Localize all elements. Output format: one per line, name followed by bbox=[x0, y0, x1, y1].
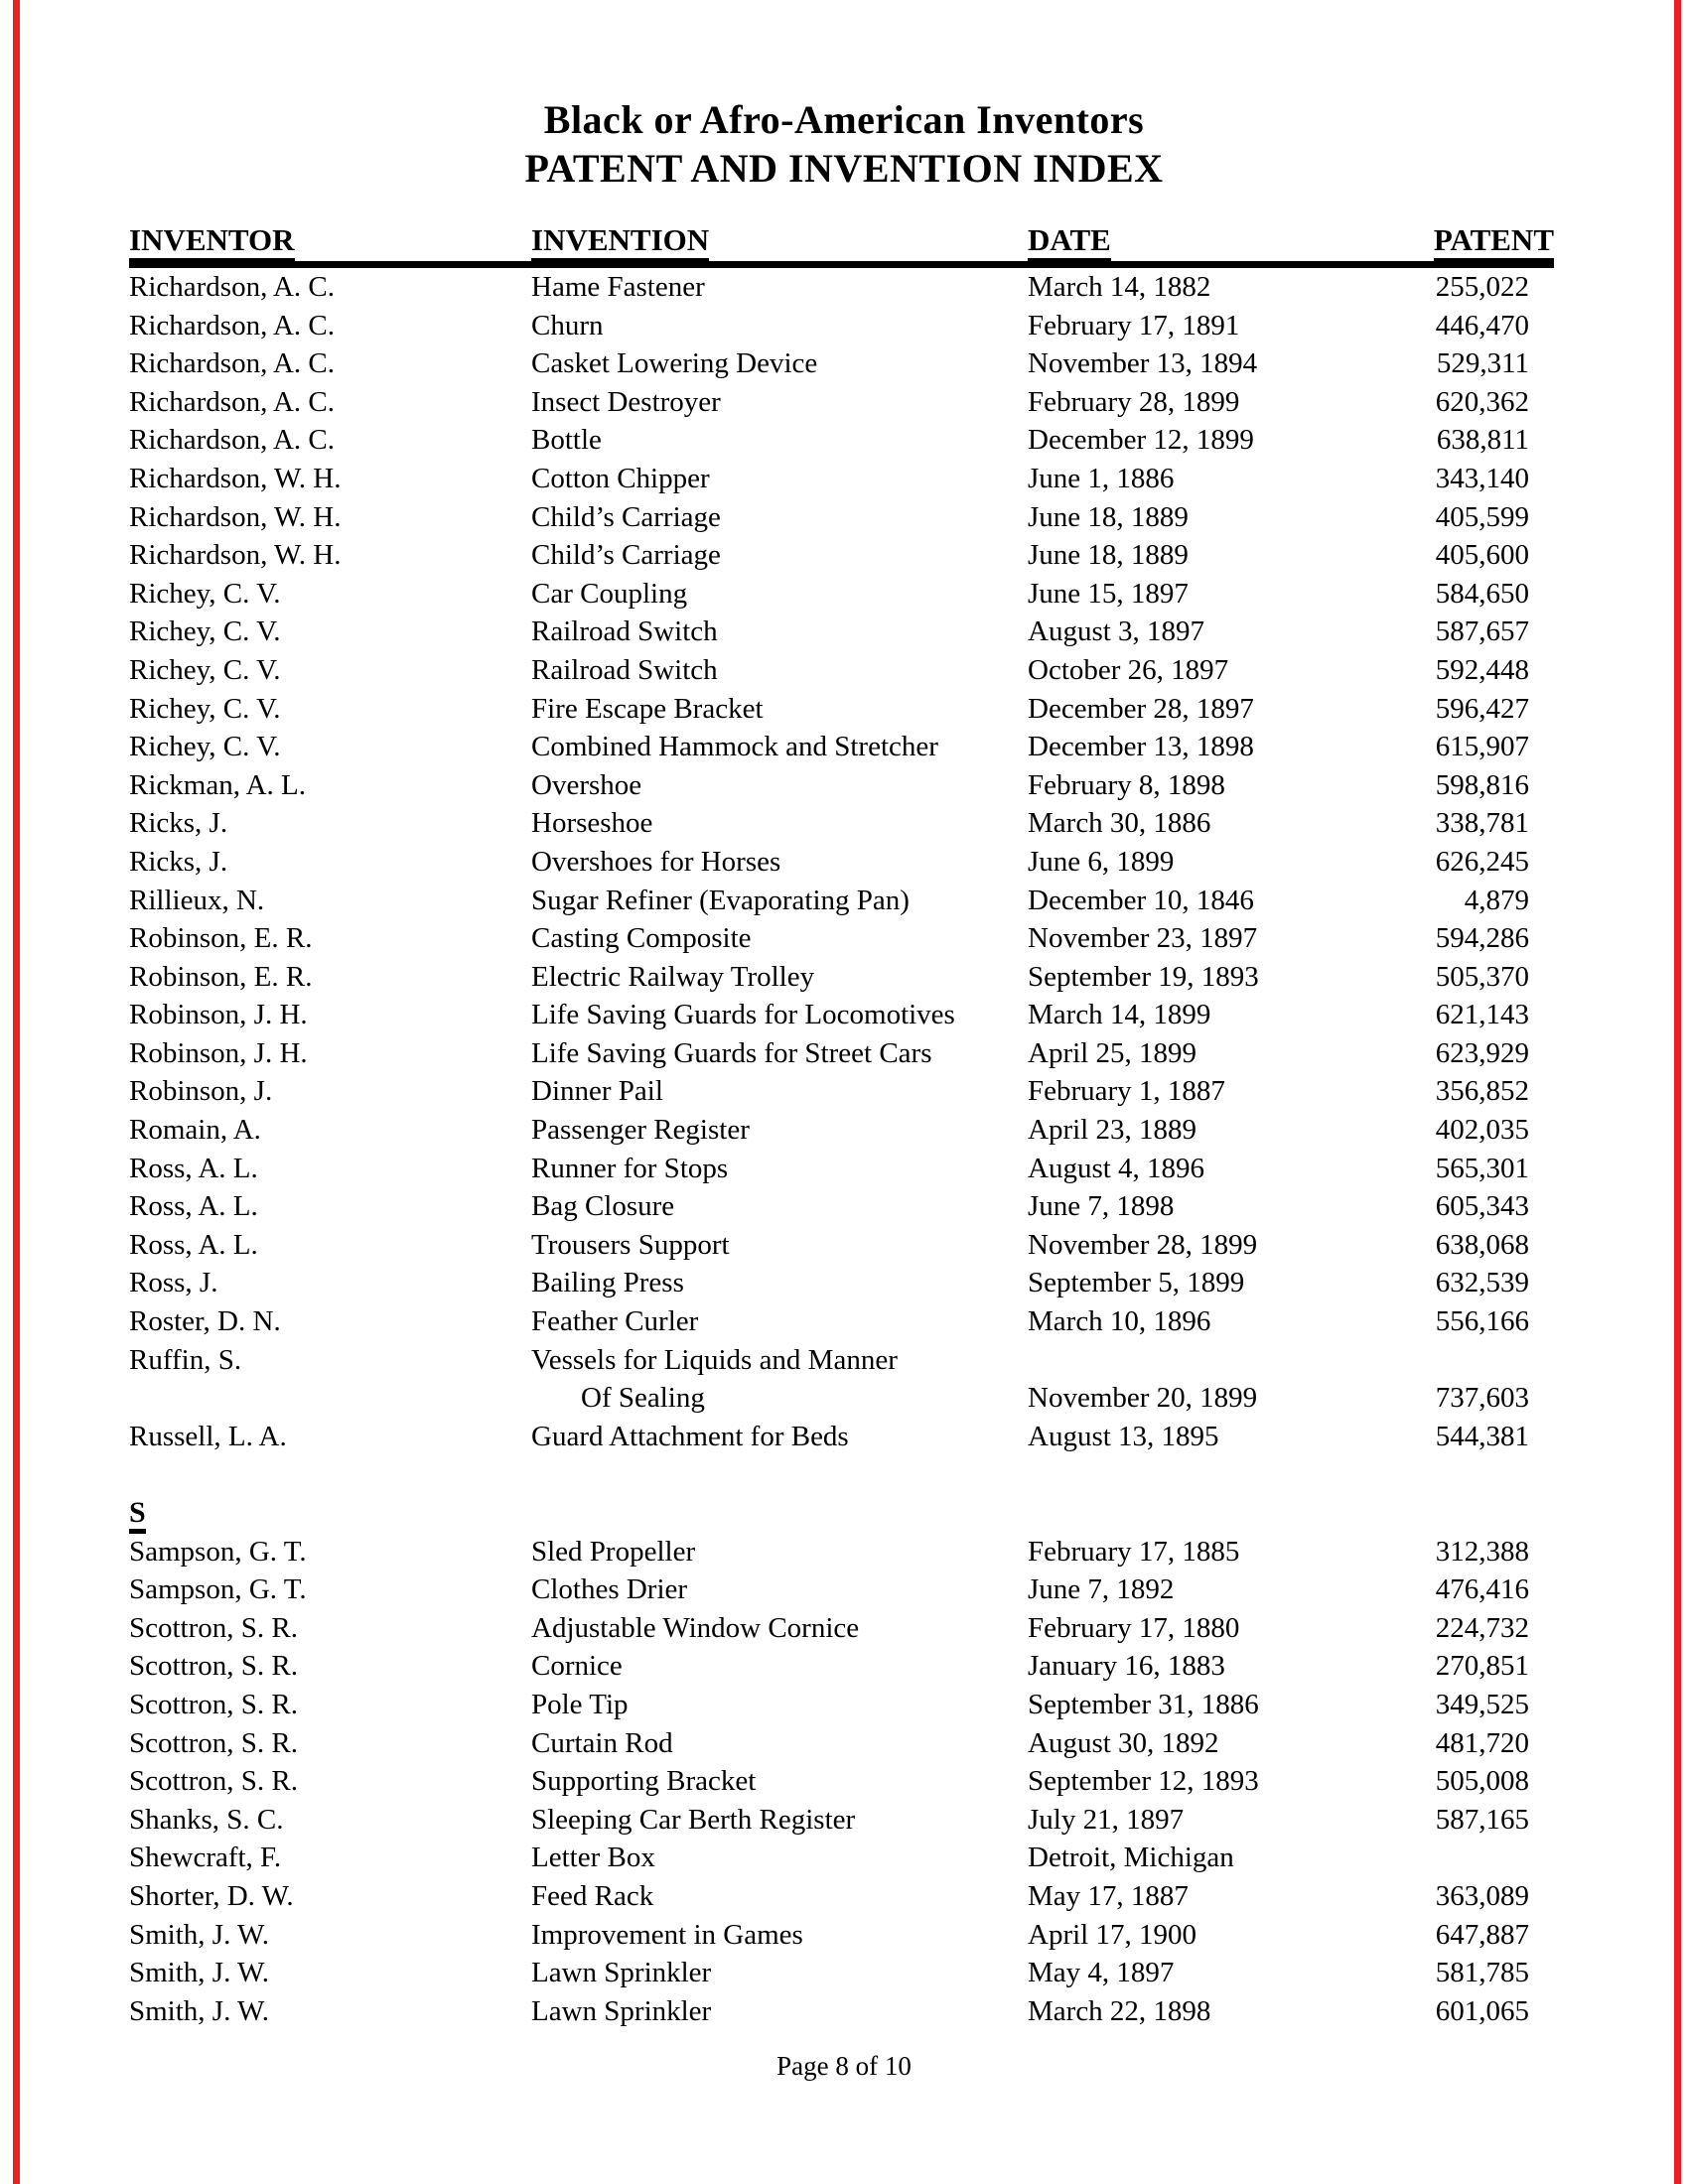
cell-invention: Improvement in Games bbox=[531, 1918, 803, 1951]
table-row bbox=[129, 1111, 1554, 1150]
cell-patent: 581,785 bbox=[1435, 1957, 1529, 1989]
cell-invention: Bag Closure bbox=[531, 1190, 675, 1223]
cell-date: April 23, 1889 bbox=[1028, 1114, 1196, 1147]
cell-date: November 28, 1899 bbox=[1028, 1228, 1258, 1261]
cell-invention: Clothes Drier bbox=[531, 1573, 688, 1606]
table-row bbox=[129, 383, 1554, 422]
cell-inventor: Richardson, A. C. bbox=[129, 424, 336, 457]
cell-invention: Insect Destroyer bbox=[531, 385, 721, 418]
table-row bbox=[129, 1992, 1554, 2031]
cell-inventor: Scottron, S. R. bbox=[129, 1765, 298, 1798]
cell-inventor: Ruffin, S. bbox=[129, 1343, 242, 1376]
page-title bbox=[0, 0, 1688, 193]
cell-invention: Horseshoe bbox=[531, 807, 653, 840]
cell-inventor: Shanks, S. C. bbox=[129, 1803, 284, 1836]
cell-invention: Life Saving Guards for Street Cars bbox=[531, 1036, 932, 1069]
cell-patent: 505,370 bbox=[1435, 960, 1529, 993]
title-line-1: Black or Afro-American Inventors bbox=[543, 97, 1145, 142]
cell-inventor: Roster, D. N. bbox=[129, 1305, 281, 1338]
cell-date: June 7, 1898 bbox=[1028, 1190, 1175, 1223]
right-red-margin-line bbox=[1674, 0, 1681, 2184]
cell-inventor: Richardson, W. H. bbox=[129, 462, 342, 494]
cell-patent: 349,525 bbox=[1435, 1688, 1529, 1720]
cell-date: June 1, 1886 bbox=[1028, 462, 1175, 494]
cell-invention: Feather Curler bbox=[531, 1305, 699, 1338]
cell-date: February 1, 1887 bbox=[1028, 1075, 1225, 1108]
table-row bbox=[129, 498, 1554, 537]
cell-invention: Life Saving Guards for Locomotives bbox=[531, 999, 955, 1031]
cell-inventor: Shewcraft, F. bbox=[129, 1842, 282, 1874]
cell-patent: 632,539 bbox=[1435, 1267, 1529, 1299]
cell-date: February 28, 1899 bbox=[1028, 385, 1240, 418]
table-row bbox=[129, 344, 1554, 383]
table-row bbox=[129, 1839, 1554, 1877]
cell-date: March 22, 1898 bbox=[1028, 1994, 1211, 2027]
cell-patent: 405,600 bbox=[1435, 539, 1529, 572]
cell-patent: 626,245 bbox=[1435, 845, 1529, 878]
cell-invention: Vessels for Liquids and Manner bbox=[531, 1343, 898, 1376]
left-red-margin-line bbox=[13, 0, 20, 2184]
cell-invention: Overshoes for Horses bbox=[531, 845, 781, 878]
cell-patent: 363,089 bbox=[1435, 1879, 1529, 1912]
cell-patent: 620,362 bbox=[1435, 385, 1529, 418]
cell-patent: 565,301 bbox=[1435, 1152, 1529, 1184]
cell-inventor: Sampson, G. T. bbox=[129, 1535, 307, 1568]
cell-patent: 605,343 bbox=[1435, 1190, 1529, 1223]
cell-inventor: Richey, C. V. bbox=[129, 577, 281, 610]
cell-inventor: Richardson, W. H. bbox=[129, 500, 342, 533]
cell-inventor: Richardson, A. C. bbox=[129, 347, 336, 380]
table-row bbox=[129, 1954, 1554, 1992]
cell-date: June 15, 1897 bbox=[1028, 577, 1189, 610]
cell-inventor: Robinson, J. H. bbox=[129, 1036, 308, 1069]
cell-inventor: Richey, C. V. bbox=[129, 653, 281, 686]
cell-patent bbox=[1415, 1341, 1554, 1380]
cell-date: August 30, 1892 bbox=[1028, 1726, 1219, 1759]
cell-inventor: Robinson, E. R. bbox=[129, 960, 313, 993]
cell-invention: Casting Composite bbox=[531, 922, 752, 955]
cell-inventor: Richey, C. V. bbox=[129, 692, 281, 725]
cell-inventor: Scottron, S. R. bbox=[129, 1688, 298, 1720]
cell-inventor: Scottron, S. R. bbox=[129, 1650, 298, 1683]
table-row bbox=[129, 1264, 1554, 1302]
cell-patent: 481,720 bbox=[1435, 1726, 1529, 1759]
cell-date: August 4, 1896 bbox=[1028, 1152, 1205, 1184]
cell-inventor: Smith, J. W. bbox=[129, 1994, 270, 2027]
cell-inventor: Sampson, G. T. bbox=[129, 1573, 307, 1606]
cell-patent: 4,879 bbox=[1464, 884, 1529, 916]
cell-invention: Lawn Sprinkler bbox=[531, 1957, 712, 1989]
cell-inventor: Ricks, J. bbox=[129, 845, 228, 878]
table-row bbox=[129, 575, 1554, 614]
table-row bbox=[129, 268, 1554, 307]
table-row bbox=[129, 804, 1554, 843]
table-row bbox=[129, 536, 1554, 575]
cell-invention: Railroad Switch bbox=[531, 653, 718, 686]
cell-invention: Sugar Refiner (Evaporating Pan) bbox=[531, 884, 910, 916]
cell-inventor bbox=[129, 1379, 531, 1418]
table-row bbox=[129, 766, 1554, 805]
cell-inventor: Smith, J. W. bbox=[129, 1918, 270, 1951]
cell-date: June 18, 1889 bbox=[1028, 500, 1189, 533]
table-row bbox=[129, 421, 1554, 460]
cell-invention: Letter Box bbox=[531, 1842, 655, 1874]
cell-patent: 638,811 bbox=[1436, 424, 1529, 457]
table-row bbox=[129, 690, 1554, 729]
table-row bbox=[129, 1226, 1554, 1265]
cell-date: May 17, 1887 bbox=[1028, 1879, 1189, 1912]
cell-patent: 402,035 bbox=[1435, 1114, 1529, 1147]
cell-inventor: Shorter, D. W. bbox=[129, 1879, 294, 1912]
cell-inventor: Richey, C. V. bbox=[129, 615, 281, 648]
cell-date: February 17, 1880 bbox=[1028, 1611, 1240, 1644]
cell-inventor: Russell, L. A. bbox=[129, 1420, 287, 1452]
cell-patent: 598,816 bbox=[1435, 768, 1529, 801]
table-row bbox=[129, 1302, 1554, 1341]
cell-date: March 14, 1899 bbox=[1028, 999, 1211, 1031]
cell-inventor: Smith, J. W. bbox=[129, 1957, 270, 1989]
cell-invention: Combined Hammock and Stretcher bbox=[531, 731, 938, 763]
cell-invention: Trousers Support bbox=[531, 1228, 730, 1261]
cell-date: September 5, 1899 bbox=[1028, 1267, 1245, 1299]
cell-date: June 7, 1892 bbox=[1028, 1573, 1175, 1606]
cell-patent: 343,140 bbox=[1435, 462, 1529, 494]
table-row bbox=[129, 996, 1554, 1034]
table-row bbox=[129, 1187, 1554, 1226]
table-row bbox=[129, 1570, 1554, 1609]
cell-date: February 17, 1885 bbox=[1028, 1535, 1240, 1568]
cell-patent: 592,448 bbox=[1435, 653, 1529, 686]
cell-patent: 615,907 bbox=[1435, 731, 1529, 763]
table-row bbox=[129, 1916, 1554, 1955]
cell-invention: Curtain Rod bbox=[531, 1726, 673, 1759]
cell-patent: 446,470 bbox=[1435, 309, 1529, 341]
table-row bbox=[129, 1801, 1554, 1840]
header-patent: PATENT bbox=[1415, 222, 1554, 258]
table-row bbox=[129, 843, 1554, 882]
cell-patent: 621,143 bbox=[1435, 999, 1529, 1031]
cell-date: Detroit, Michigan bbox=[1028, 1842, 1234, 1874]
cell-invention: Sled Propeller bbox=[531, 1535, 696, 1568]
table-row bbox=[129, 1877, 1554, 1916]
section-gap bbox=[129, 1455, 1554, 1494]
cell-inventor: Ricks, J. bbox=[129, 807, 228, 840]
cell-invention: Car Coupling bbox=[531, 577, 688, 610]
cell-patent: 544,381 bbox=[1435, 1420, 1529, 1452]
header-inventor: INVENTOR bbox=[129, 222, 531, 258]
cell-date: November 13, 1894 bbox=[1028, 347, 1258, 380]
table-row bbox=[129, 1686, 1554, 1724]
table-row bbox=[129, 460, 1554, 498]
table-row bbox=[129, 1533, 1554, 1571]
cell-patent: 587,657 bbox=[1435, 615, 1529, 648]
cell-date: December 12, 1899 bbox=[1028, 424, 1254, 457]
cell-date: August 3, 1897 bbox=[1028, 615, 1205, 648]
cell-date: April 25, 1899 bbox=[1028, 1036, 1196, 1069]
cell-invention: Feed Rack bbox=[531, 1879, 654, 1912]
cell-date: July 21, 1897 bbox=[1028, 1803, 1185, 1836]
cell-patent: 405,599 bbox=[1435, 500, 1529, 533]
cell-date bbox=[1028, 1341, 1415, 1380]
table-row bbox=[129, 1034, 1554, 1073]
cell-patent: 505,008 bbox=[1435, 1765, 1529, 1798]
cell-date: December 13, 1898 bbox=[1028, 731, 1254, 763]
cell-date: September 19, 1893 bbox=[1028, 960, 1259, 993]
cell-patent: 255,022 bbox=[1435, 271, 1529, 303]
cell-patent: 647,887 bbox=[1435, 1918, 1529, 1951]
table-row bbox=[129, 307, 1554, 345]
cell-date: June 18, 1889 bbox=[1028, 539, 1189, 572]
cell-patent: 587,165 bbox=[1435, 1803, 1529, 1836]
cell-date: December 10, 1846 bbox=[1028, 884, 1254, 916]
cell-inventor: Rillieux, N. bbox=[129, 884, 265, 916]
cell-invention: Passenger Register bbox=[531, 1114, 750, 1147]
table-row bbox=[129, 613, 1554, 651]
section-header-s: S bbox=[129, 1494, 1554, 1533]
cell-date: January 16, 1883 bbox=[1028, 1650, 1225, 1683]
cell-invention: Fire Escape Bracket bbox=[531, 692, 764, 725]
cell-date: November 20, 1899 bbox=[1028, 1382, 1258, 1415]
cell-patent: 476,416 bbox=[1435, 1573, 1529, 1606]
table-row bbox=[129, 1341, 1554, 1380]
cell-patent: 584,650 bbox=[1435, 577, 1529, 610]
cell-inventor: Ross, A. L. bbox=[129, 1152, 258, 1184]
table-row bbox=[129, 1647, 1554, 1686]
table-row bbox=[129, 651, 1554, 690]
cell-inventor: Rickman, A. L. bbox=[129, 768, 307, 801]
cell-invention: Overshoe bbox=[531, 768, 642, 801]
table-row bbox=[129, 728, 1554, 766]
cell-patent: 601,065 bbox=[1435, 1994, 1529, 2027]
cell-invention: Electric Railway Trolley bbox=[531, 960, 815, 993]
cell-inventor: Ross, A. L. bbox=[129, 1228, 258, 1261]
cell-inventor: Robinson, E. R. bbox=[129, 922, 313, 955]
title-line-2: PATENT AND INVENTION INDEX bbox=[524, 146, 1164, 191]
cell-date: February 17, 1891 bbox=[1028, 309, 1240, 341]
table-row bbox=[129, 1150, 1554, 1188]
patent-index-table bbox=[129, 222, 1554, 2030]
cell-date: September 31, 1886 bbox=[1028, 1688, 1259, 1720]
cell-date: December 28, 1897 bbox=[1028, 692, 1254, 725]
cell-invention: Sleeping Car Berth Register bbox=[531, 1803, 856, 1836]
table-row bbox=[129, 919, 1554, 958]
cell-patent: 623,929 bbox=[1435, 1036, 1529, 1069]
cell-date: August 13, 1895 bbox=[1028, 1420, 1219, 1452]
cell-invention: Pole Tip bbox=[531, 1688, 629, 1720]
cell-date: March 14, 1882 bbox=[1028, 271, 1211, 303]
cell-patent: 638,068 bbox=[1435, 1228, 1529, 1261]
cell-patent: 270,851 bbox=[1435, 1650, 1529, 1683]
table-body bbox=[129, 268, 1554, 2030]
cell-inventor: Scottron, S. R. bbox=[129, 1726, 298, 1759]
cell-invention: Churn bbox=[531, 309, 604, 341]
cell-date: April 17, 1900 bbox=[1028, 1918, 1196, 1951]
cell-date: June 6, 1899 bbox=[1028, 845, 1175, 878]
cell-patent: 594,286 bbox=[1435, 922, 1529, 955]
cell-date: October 26, 1897 bbox=[1028, 653, 1229, 686]
table-row bbox=[129, 882, 1554, 920]
cell-invention: Supporting Bracket bbox=[531, 1765, 757, 1798]
table-row bbox=[129, 958, 1554, 997]
cell-patent: 737,603 bbox=[1435, 1382, 1529, 1415]
cell-invention: Of Sealing bbox=[581, 1382, 705, 1415]
cell-date: March 30, 1886 bbox=[1028, 807, 1211, 840]
cell-invention: Bottle bbox=[531, 424, 602, 457]
table-header-row bbox=[129, 222, 1554, 268]
cell-invention: Hame Fastener bbox=[531, 271, 705, 303]
cell-invention: Child’s Carriage bbox=[531, 539, 721, 572]
cell-invention: Casket Lowering Device bbox=[531, 347, 818, 380]
cell-inventor: Romain, A. bbox=[129, 1114, 261, 1147]
cell-inventor: Robinson, J. bbox=[129, 1075, 273, 1108]
cell-date: March 10, 1896 bbox=[1028, 1305, 1211, 1338]
cell-inventor: Richardson, W. H. bbox=[129, 539, 342, 572]
cell-date: May 4, 1897 bbox=[1028, 1957, 1175, 1989]
cell-invention: Railroad Switch bbox=[531, 615, 718, 648]
cell-patent: 224,732 bbox=[1435, 1611, 1529, 1644]
cell-invention: Adjustable Window Cornice bbox=[531, 1611, 860, 1644]
cell-inventor: Richardson, A. C. bbox=[129, 271, 336, 303]
cell-date: September 12, 1893 bbox=[1028, 1765, 1259, 1798]
header-date: DATE bbox=[1028, 222, 1415, 258]
cell-invention: Bailing Press bbox=[531, 1267, 684, 1299]
cell-date: February 8, 1898 bbox=[1028, 768, 1225, 801]
cell-patent: 556,166 bbox=[1435, 1305, 1529, 1338]
cell-invention: Dinner Pail bbox=[531, 1075, 663, 1108]
cell-invention: Cotton Chipper bbox=[531, 462, 710, 494]
cell-date: November 23, 1897 bbox=[1028, 922, 1258, 955]
page-number-footer: Page 8 of 10 bbox=[776, 2051, 912, 2081]
table-row bbox=[129, 1379, 1554, 1418]
cell-inventor: Richey, C. V. bbox=[129, 731, 281, 763]
cell-patent: 529,311 bbox=[1436, 347, 1529, 380]
cell-inventor: Ross, J. bbox=[129, 1267, 218, 1299]
header-invention: INVENTION bbox=[531, 222, 1028, 258]
cell-patent bbox=[1415, 1839, 1554, 1877]
cell-inventor: Robinson, J. H. bbox=[129, 999, 308, 1031]
table-row bbox=[129, 1609, 1554, 1648]
cell-inventor: Richardson, A. C. bbox=[129, 309, 336, 341]
cell-invention: Lawn Sprinkler bbox=[531, 1994, 712, 2027]
table-row bbox=[129, 1762, 1554, 1801]
cell-invention: Cornice bbox=[531, 1650, 623, 1683]
cell-patent: 356,852 bbox=[1435, 1075, 1529, 1108]
table-row bbox=[129, 1724, 1554, 1763]
cell-invention: Runner for Stops bbox=[531, 1152, 729, 1184]
cell-invention: Child’s Carriage bbox=[531, 500, 721, 533]
cell-inventor: Ross, A. L. bbox=[129, 1190, 258, 1223]
table-row bbox=[129, 1418, 1554, 1456]
cell-patent: 312,388 bbox=[1435, 1535, 1529, 1568]
cell-inventor: Scottron, S. R. bbox=[129, 1611, 298, 1644]
cell-invention: Guard Attachment for Beds bbox=[531, 1420, 849, 1452]
cell-inventor: Richardson, A. C. bbox=[129, 385, 336, 418]
cell-patent: 596,427 bbox=[1435, 692, 1529, 725]
table-row bbox=[129, 1072, 1554, 1111]
cell-patent: 338,781 bbox=[1435, 807, 1529, 840]
